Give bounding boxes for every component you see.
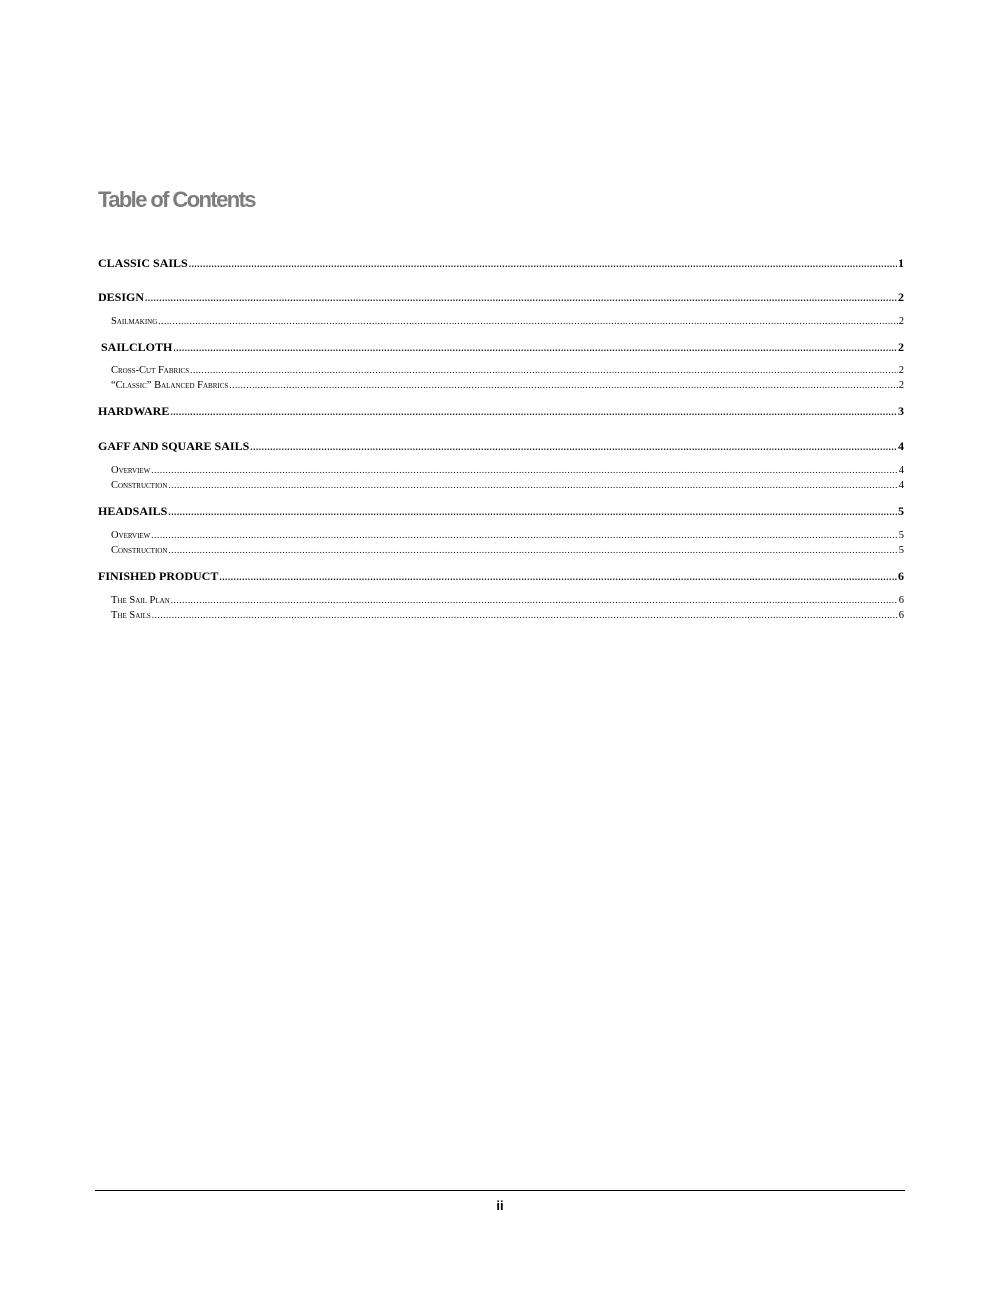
dot-leader xyxy=(168,508,897,517)
toc-entry-the-sails[interactable] xyxy=(111,609,904,622)
dot-leader xyxy=(171,596,898,605)
toc-entry-label: DESIGN xyxy=(98,290,145,304)
dot-leader xyxy=(229,381,897,390)
dot-leader xyxy=(151,531,897,540)
toc-entry-headsails[interactable] xyxy=(98,504,904,519)
toc-entry-page: 6 xyxy=(898,610,904,621)
toc-entry-hardware[interactable] xyxy=(98,404,904,419)
dot-leader xyxy=(168,481,897,490)
toc-entry-overview-headsails[interactable] xyxy=(111,529,904,542)
dot-leader xyxy=(158,317,897,326)
dot-leader xyxy=(250,443,897,452)
toc-entry-label: Cross-Cut Fabrics xyxy=(111,365,190,376)
toc-entry-label: Sailmaking xyxy=(111,316,158,327)
toc-entry-page: 3 xyxy=(898,404,904,418)
toc-entry-label: Construction xyxy=(111,545,168,556)
toc-entry-construction-headsails[interactable] xyxy=(111,544,904,557)
toc-entry-construction-gaff[interactable] xyxy=(111,479,904,492)
toc-entry-design[interactable] xyxy=(98,290,904,305)
dot-leader xyxy=(173,344,897,353)
toc-entry-page: 5 xyxy=(898,530,904,541)
toc-entry-page: 2 xyxy=(898,340,904,354)
toc-entry-page: 4 xyxy=(898,465,904,476)
dot-leader xyxy=(170,408,897,417)
toc-entry-label: HARDWARE xyxy=(98,404,170,418)
toc-entry-page: 2 xyxy=(898,380,904,391)
toc-entry-finished-product[interactable] xyxy=(98,569,904,584)
dot-leader xyxy=(168,546,897,555)
toc-entry-label: SAILCLOTH xyxy=(98,340,173,354)
toc-entry-sailmaking[interactable] xyxy=(111,315,904,328)
footer-page-number: ii xyxy=(496,1198,504,1213)
toc-entry-label: CLASSIC SAILS xyxy=(98,256,188,270)
toc-entry-label: “Classic” Balanced Fabrics xyxy=(111,380,229,391)
toc-entry-page: 4 xyxy=(898,439,904,453)
toc-entry-gaff-and-square-sails[interactable] xyxy=(98,439,904,454)
dot-leader xyxy=(145,294,897,303)
toc-entry-page: 6 xyxy=(898,569,904,583)
toc-entry-label: Construction xyxy=(111,480,168,491)
dot-leader xyxy=(190,366,898,375)
toc-entry-page: 4 xyxy=(898,480,904,491)
toc-entry-overview-gaff[interactable] xyxy=(111,464,904,477)
toc-entry-sailcloth[interactable] xyxy=(98,340,904,355)
footer-rule xyxy=(95,1190,905,1191)
toc-entry-classic-balanced-fabrics[interactable] xyxy=(111,379,904,392)
toc-entry-page: 1 xyxy=(898,256,904,270)
toc-entry-page: 2 xyxy=(898,316,904,327)
toc-entry-label: GAFF AND SQUARE SAILS xyxy=(98,439,250,453)
toc-entry-cross-cut-fabrics[interactable] xyxy=(111,364,904,377)
toc-entry-classic-sails[interactable] xyxy=(98,256,904,271)
toc-entry-page: 6 xyxy=(898,595,904,606)
toc-entry-page: 5 xyxy=(898,504,904,518)
toc-entry-label: Overview xyxy=(111,465,151,476)
toc-entry-label: FINISHED PRODUCT xyxy=(98,569,219,583)
dot-leader xyxy=(151,466,897,475)
toc-entry-label: Overview xyxy=(111,530,151,541)
toc-entry-page: 5 xyxy=(898,545,904,556)
toc-entry-the-sail-plan[interactable] xyxy=(111,594,904,607)
toc-entry-label: HEADSAILS xyxy=(98,504,168,518)
toc-entry-page: 2 xyxy=(898,365,904,376)
dot-leader xyxy=(152,611,898,620)
toc-entry-label: The Sail Plan xyxy=(111,595,170,606)
toc-entry-label: The Sails xyxy=(111,610,151,621)
dot-leader xyxy=(219,573,897,582)
dot-leader xyxy=(189,260,897,269)
toc-title: Table of Contents xyxy=(98,187,255,212)
toc-entry-page: 2 xyxy=(898,290,904,304)
